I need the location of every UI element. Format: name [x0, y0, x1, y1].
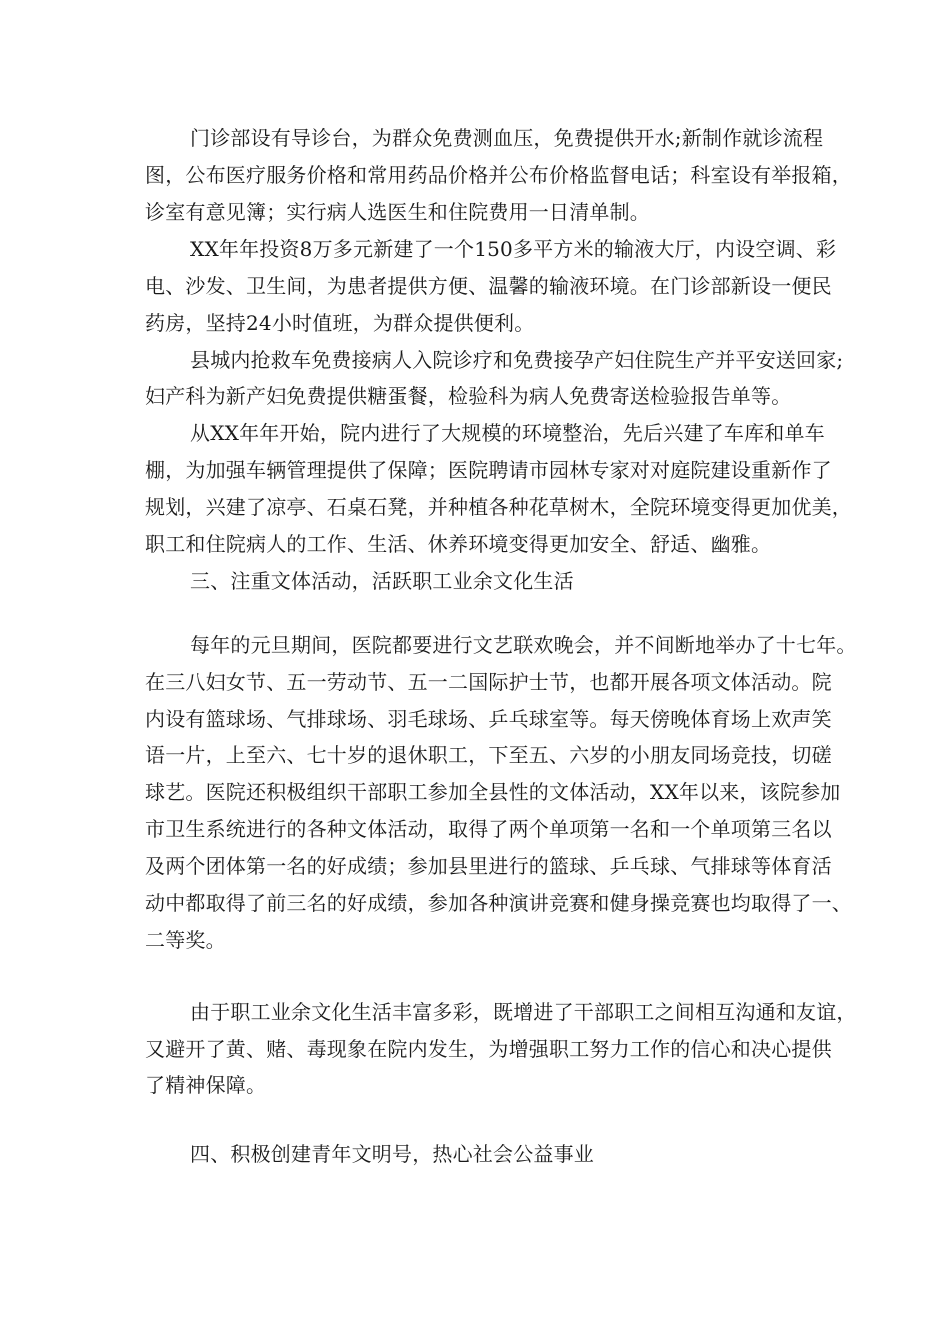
- paragraph-line: 在三八妇女节、五一劳动节、五一二国际护士节，也都开展各项文体活动。院: [145, 670, 832, 694]
- section-heading: 三、注重文体活动，活跃职工业余文化生活: [190, 569, 574, 593]
- paragraph-line: 图，公布医疗服务价格和常用药品价格并公布价格监督电话；科室设有举报箱，: [145, 163, 852, 187]
- paragraph-line: 诊室有意见簿；实行病人选医生和住院费用一日清单制。: [145, 200, 650, 224]
- paragraph-line: 每年的元旦期间，医院都要进行文艺联欢晚会，并不间断地举办了十七年。: [190, 633, 857, 657]
- paragraph-line: 县城内抢救车免费接病人入院诊疗和免费接孕产妇住院生产并平安送回家;: [190, 348, 844, 372]
- paragraph-line: 由于职工业余文化生活丰富多彩，既增进了干部职工之间相互沟通和友谊，: [190, 1000, 857, 1024]
- paragraph-line: 又避开了黄、赌、毒现象在院内发生，为增强职工努力工作的信心和决心提供: [145, 1037, 832, 1061]
- paragraph-line: 门诊部设有导诊台，为群众免费测血压，免费提供开水;新制作就诊流程: [190, 126, 824, 150]
- paragraph-line: 及两个团体第一名的好成绩；参加县里进行的篮球、乒乓球、气排球等体育活: [145, 854, 832, 878]
- paragraph-line: 动中都取得了前三名的好成绩，参加各种演讲竞赛和健身操竞赛也均取得了一、: [145, 891, 852, 915]
- section-heading: 四、积极创建青年文明号，热心社会公益事业: [190, 1142, 594, 1166]
- paragraph-line: XX年年投资8万多元新建了一个150多平方米的输液大厅，内设空调、彩: [190, 237, 837, 261]
- paragraph-line: 药房，坚持24小时值班，为群众提供便利。: [145, 311, 535, 335]
- paragraph-line: 电、沙发、卫生间，为患者提供方便、温馨的输液环境。在门诊部新设一便民: [145, 274, 832, 298]
- paragraph-line: 市卫生系统进行的各种文体活动，取得了两个单项第一名和一个单项第三名以: [145, 817, 832, 841]
- paragraph-line: 从XX年年开始，院内进行了大规模的环境整治，先后兴建了车库和单车: [190, 421, 825, 445]
- paragraph-line: 内设有篮球场、气排球场、羽毛球场、乒乓球室等。每天傍晚体育场上欢声笑: [145, 707, 832, 731]
- paragraph-line: 棚，为加强车辆管理提供了保障；医院聘请市园林专家对对庭院建设重新作了: [145, 458, 832, 482]
- paragraph-line: 妇产科为新产妇免费提供糖蛋餐，检验科为病人免费寄送检验报告单等。: [145, 384, 792, 408]
- paragraph-line: 二等奖。: [145, 928, 226, 952]
- paragraph-line: 规划，兴建了凉亭、石桌石凳，并种植各种花草树木，全院环境变得更加优美，: [145, 495, 852, 519]
- paragraph-line: 球艺。医院还积极组织干部职工参加全县性的文体活动，XX年以来，该院参加: [145, 780, 841, 804]
- paragraph-line: 语一片，上至六、七十岁的退休职工，下至五、六岁的小朋友同场竞技，切磋: [145, 743, 832, 767]
- paragraph-line: 职工和住院病人的工作、生活、休养环境变得更加安全、舒适、幽雅。: [145, 532, 772, 556]
- paragraph-line: 了精神保障。: [145, 1073, 267, 1097]
